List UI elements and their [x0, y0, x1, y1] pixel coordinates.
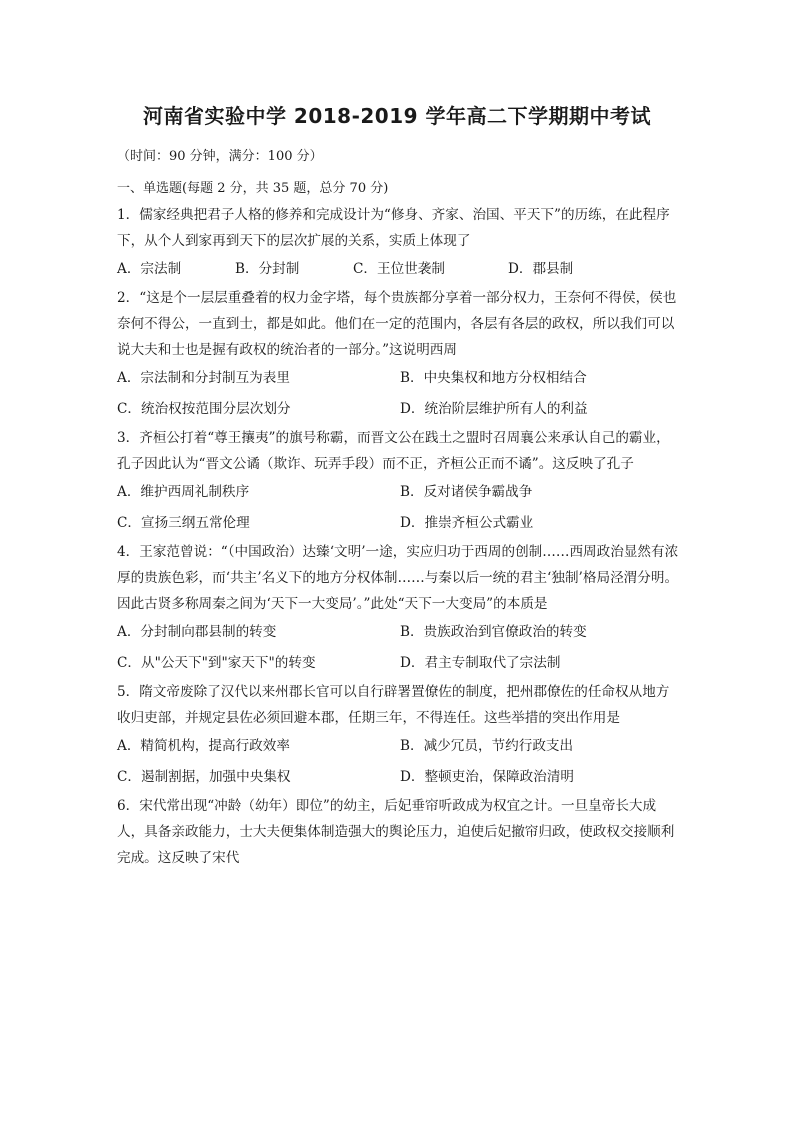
option-c: C．王位世袭制 — [353, 261, 445, 277]
option-b: B．减少冗员，节约行政支出 — [400, 738, 574, 754]
question-stem: 4．王家范曾说：“（中国政治）达臻‘文明’一途，实应归功于西周的创制……西周政治显然有浓厚的贵族色彩，而‘共主’名义下的地方分权体制……与秦以后一统的君主‘独制’格局泾渭分明。因此古贤多称周秦之间为‘天下一大变局’。”此处“天下一大变局”的本质是 — [117, 544, 679, 612]
section-heading: 一、单选题(每题 2 分，共 35 题，总分 70 分) — [117, 181, 389, 196]
option-b: B．贵族政治到官僚政治的转变 — [400, 624, 587, 640]
option-row — [117, 254, 682, 285]
exam-title: 河南省实验中学 2018-2019 学年高二下学期期中考试 — [142, 104, 652, 128]
option-c: C．遏制割据，加强中央集权 — [117, 769, 291, 785]
question-stem: 6．宋代常出现“冲龄（幼年）即位”的幼主，后妃垂帘听政成为权宜之计。一旦皇帝长大成人，具备亲政能力，士大夫便集体制造强大的舆论压力，迫使后妃撤帘归政，使政权交接顺利完成。这反映了宋代 — [117, 798, 675, 866]
question-stem: 3．齐桓公打着“尊王攘夷”的旗号称霸，而晋文公在践土之盟时召周襄公来承认自己的霸业，孔子因此认为“晋文公谲（欺诈、玩弄手段）而不正，齐桓公正而不谲”。这反映了孔子 — [117, 430, 670, 472]
option-b: B．中央集权和地方分权相结合 — [400, 370, 587, 386]
option-b: B．反对诸侯争霸战争 — [400, 484, 533, 500]
question-4 — [117, 539, 682, 679]
option-grid — [117, 731, 682, 793]
option-d: D．君主专制取代了宗法制 — [400, 655, 561, 671]
question-6 — [117, 793, 682, 871]
option-a: A．宗法制和分封制互为表里 — [117, 370, 290, 386]
option-d: D．整顿吏治，保障政治清明 — [400, 769, 575, 785]
option-d: D．推崇齐桓公式霸业 — [400, 515, 534, 531]
question-list — [117, 202, 682, 871]
question-stem: 2．“这是个一层层重叠着的权力金字塔，每个贵族都分享着一部分权力，王奈何不得侯，侯也奈何不得公，一直到士，都是如此。他们在一定的范围内，各层有各层的政权，所以我们可以说大夫和士也是握有政权的统治者的一部分。”这说明西周 — [117, 290, 677, 358]
option-a: A．精简机构，提高行政效率 — [117, 738, 290, 754]
option-d: D．统治阶层维护所有人的利益 — [400, 401, 588, 417]
option-c: C．统治权按范围分层次划分 — [117, 401, 291, 417]
option-grid — [117, 363, 682, 425]
option-a: A．分封制向郡县制的转变 — [117, 624, 277, 640]
option-c: C．宣扬三纲五常伦理 — [117, 515, 250, 531]
option-a: A．维护西周礼制秩序 — [117, 484, 250, 500]
question-2 — [117, 285, 682, 425]
option-d: D．郡县制 — [508, 261, 574, 277]
question-stem: 1．儒家经典把君子人格的修养和完成设计为“修身、齐家、治国、平天下”的历练，在此程序下，从个人到家再到天下的层次扩展的关系，实质上体现了 — [117, 207, 670, 249]
option-b: B．分封制 — [235, 261, 300, 277]
question-1 — [117, 202, 682, 285]
question-3 — [117, 425, 682, 539]
exam-meta: （时间：90 分钟，满分：100 分） — [117, 149, 323, 164]
option-c: C．从"公天下"到"家天下"的转变 — [117, 655, 316, 671]
question-5 — [117, 679, 682, 793]
option-a: A．宗法制 — [117, 261, 182, 277]
option-grid — [117, 617, 682, 679]
option-grid — [117, 477, 682, 539]
question-stem: 5．隋文帝废除了汉代以来州郡长官可以自行辟署置僚佐的制度，把州郡僚佐的任命权从地方收归吏部，并规定县佐必须回避本郡，任期三年，不得连任。这些举措的突出作用是 — [117, 684, 670, 726]
